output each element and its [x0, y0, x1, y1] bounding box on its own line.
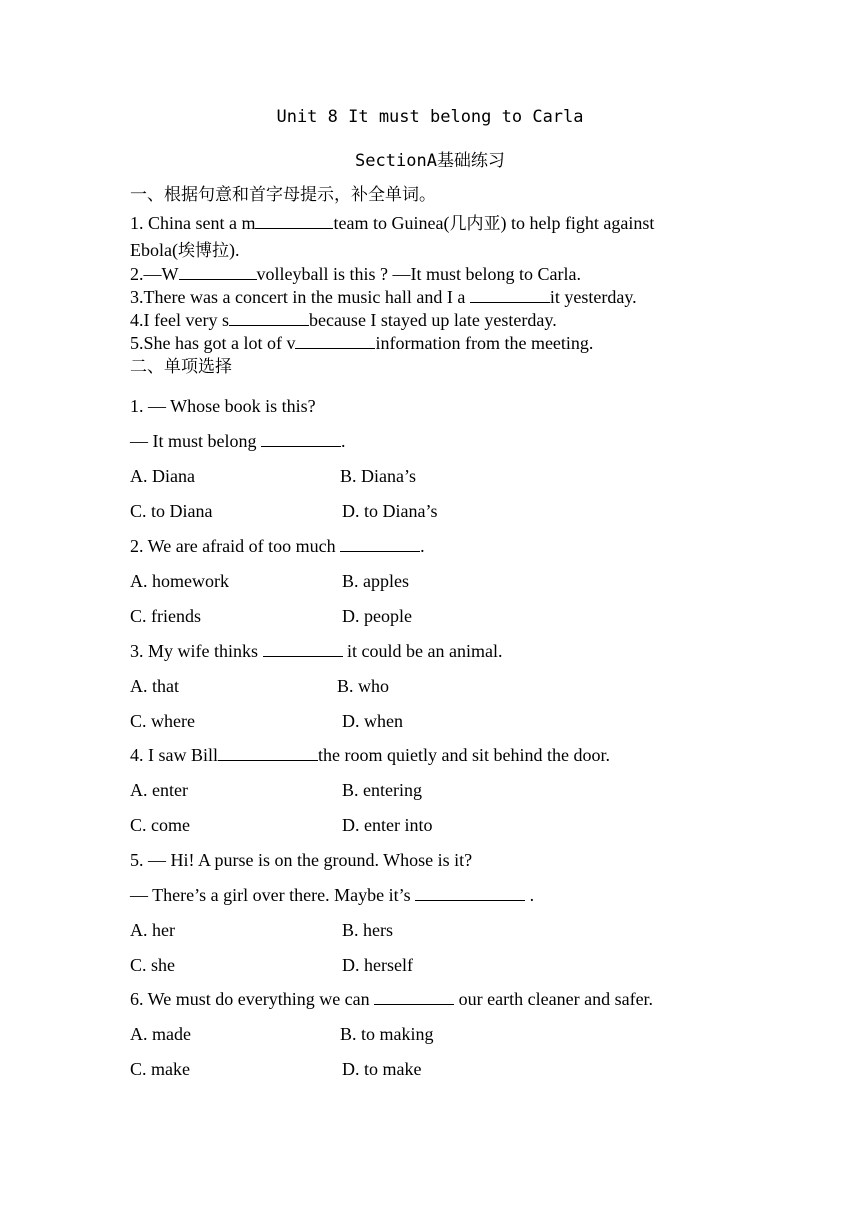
mc-q3-stem-end: it could be an animal.: [342, 641, 503, 661]
page-title: Unit 8 It must belong to Carla: [276, 107, 584, 127]
p1-q5-text-b: information from the meeting.: [375, 333, 594, 353]
p1-q3: [130, 286, 637, 308]
mc-q6-stem-end: our earth cleaner and safer.: [454, 989, 654, 1009]
p1-q2-text-b: volleyball is this ? —It must belong to Carla.: [256, 264, 581, 284]
p1-q2-text-a: 2.—W: [130, 264, 179, 284]
mc-q2-option-b: B. apples: [342, 571, 409, 591]
mc-q2-option-c: C. friends: [130, 606, 201, 626]
mc-q6-option-a: A. made: [130, 1024, 191, 1044]
part1-heading: 一、根据句意和首字母提示，补全单词。: [130, 185, 436, 205]
p1-q3-text-a: 3.There was a concert in the music hall and I a: [130, 287, 470, 307]
p1-q3-text-b: it yesterday.: [549, 287, 637, 307]
mc-q3-stem: [130, 640, 502, 662]
p1-q1-line2: [130, 239, 239, 262]
p1-q1-text-d: Ebola(: [130, 240, 178, 260]
answer-blank: [295, 332, 375, 349]
answer-blank: [218, 744, 318, 761]
mc-q1-stem2-end: .: [341, 431, 346, 451]
mc-q2-option-d: D. people: [342, 606, 412, 626]
answer-blank: [470, 286, 550, 303]
subtitle-section: SectionA: [355, 151, 437, 171]
mc-q4-stem-text: 4. I saw Bill: [130, 745, 218, 765]
p1-q1-cn1: 几内亚: [449, 214, 501, 234]
answer-blank: [179, 263, 257, 280]
mc-q4-option-c: C. come: [130, 815, 190, 835]
mc-q3-option-d: D. when: [342, 711, 403, 731]
mc-q4-option-d: D. enter into: [342, 815, 433, 835]
answer-blank: [340, 535, 420, 552]
mc-q5-option-d: D. herself: [342, 955, 413, 975]
mc-q4-option-b: B. entering: [342, 780, 422, 800]
mc-q2-option-a: A. homework: [130, 571, 229, 591]
mc-q5-stem: 5. — Hi! A purse is on the ground. Whose is it?: [130, 850, 473, 870]
p1-q2: [130, 263, 581, 285]
mc-q5-stem2-end: .: [525, 885, 535, 905]
p1-q4-text-b: because I stayed up late yesterday.: [308, 310, 557, 330]
p1-q1-text-c: ) to help fight against: [500, 213, 655, 233]
p1-q4: [130, 309, 557, 331]
answer-blank: [261, 430, 341, 447]
answer-blank: [415, 884, 525, 901]
mc-q6-stem-text: 6. We must do everything we can: [130, 989, 375, 1009]
mc-q1-option-d: D. to Diana’s: [342, 501, 438, 521]
mc-q3-option-c: C. where: [130, 711, 195, 731]
p1-q4-text-a: 4.I feel very s: [130, 310, 229, 330]
p1-q1-cn2: 埃博拉: [177, 241, 229, 261]
mc-q1-option-a: A. Diana: [130, 466, 195, 486]
mc-q6-stem: [130, 988, 653, 1010]
subtitle-cn: 基础练习: [436, 151, 505, 171]
mc-q5-option-b: B. hers: [342, 920, 393, 940]
mc-q2-stem: [130, 535, 425, 557]
part2-heading: 二、单项选择: [130, 357, 232, 377]
mc-q6-option-d: D. to make: [342, 1059, 422, 1079]
page-subtitle: [0, 146, 860, 171]
mc-q6-option-c: C. make: [130, 1059, 190, 1079]
mc-q1-option-c: C. to Diana: [130, 501, 213, 521]
mc-q5-option-c: C. she: [130, 955, 175, 975]
mc-q3-option-b: B. who: [337, 676, 390, 696]
mc-q4-stem-end: the room quietly and sit behind the door.: [318, 745, 610, 765]
mc-q1-stem2-text: — It must belong: [130, 431, 261, 451]
p1-q1-text-b: team to Guinea(: [333, 213, 450, 233]
answer-blank: [229, 309, 309, 326]
mc-q3-stem-text: 3. My wife thinks: [130, 641, 263, 661]
p1-q1-line1: [130, 212, 654, 235]
p1-q5: [130, 332, 593, 354]
answer-blank: [374, 988, 454, 1005]
mc-q5-stem2-text: — There’s a girl over there. Maybe it’s: [130, 885, 416, 905]
p1-q1-text-e: ).: [228, 240, 240, 260]
mc-q1-option-b: B. Diana’s: [340, 466, 416, 486]
mc-q2-stem-text: 2. We are afraid of too much: [130, 536, 341, 556]
p1-q5-text-a: 5.She has got a lot of v: [130, 333, 296, 353]
mc-q1-stem2: [130, 430, 346, 452]
mc-q3-option-a: A. that: [130, 676, 179, 696]
p1-q1-text-a: 1. China sent a m: [130, 213, 256, 233]
mc-q5-option-a: A. her: [130, 920, 175, 940]
mc-q1-stem: 1. — Whose book is this?: [130, 396, 316, 416]
mc-q5-stem2: [130, 884, 534, 906]
mc-q4-stem: [130, 744, 610, 766]
mc-q2-stem-end: .: [420, 536, 425, 556]
answer-blank: [255, 212, 333, 229]
mc-q4-option-a: A. enter: [130, 780, 188, 800]
answer-blank: [263, 640, 343, 657]
mc-q6-option-b: B. to making: [340, 1024, 434, 1044]
